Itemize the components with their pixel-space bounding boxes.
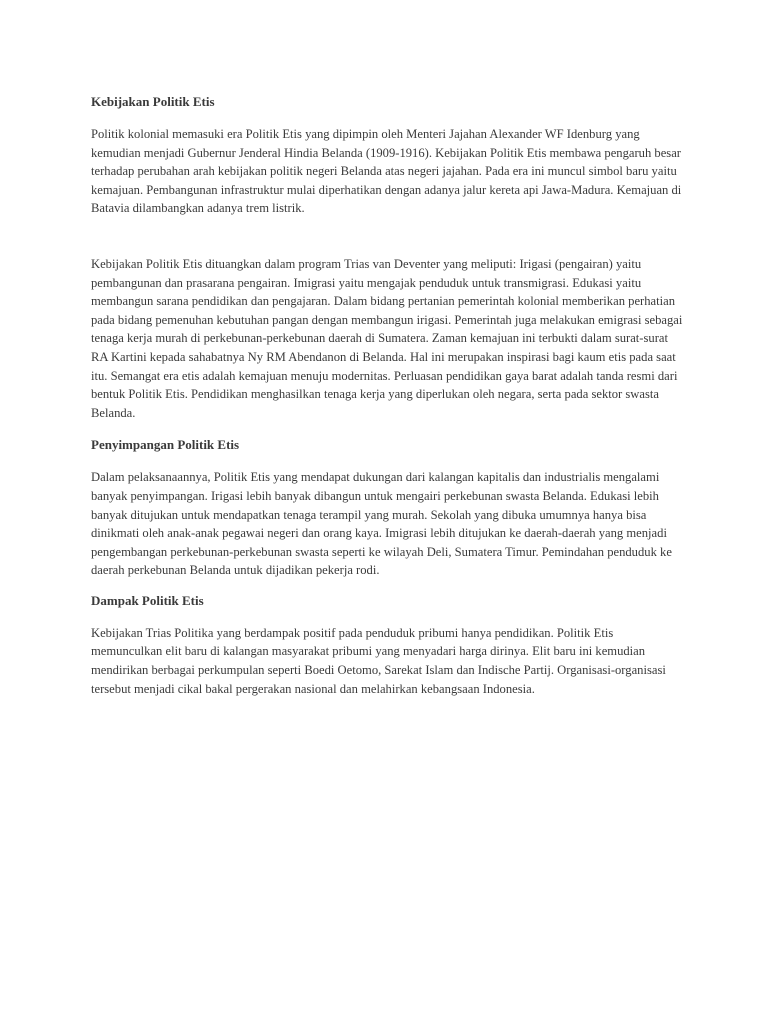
paragraph-dampak: Kebijakan Trias Politika yang berdampak positif pada penduduk pribumi hanya pendidikan. Politik Etis memunculkan elit baru di kalangan masyarakat pribumi yang menyadari harga dirinya. Elit baru ini kemudian mendirikan berbagai perkumpulan seperti Boedi Oetomo, Sarekat Islam dan Indische Partij. Organisasi-organisasi tersebut menjadi cikal bakal pergerakan nasional dan melahirkan kebangsaan Indonesia. — [91, 625, 666, 696]
section-heading-penyimpangan: Penyimpangan Politik Etis — [91, 437, 240, 453]
section-heading-dampak: Dampak Politik Etis — [91, 592, 204, 608]
paragraph-kebijakan-1: Politik kolonial memasuki era Politik Etis yang dipimpin oleh Menteri Jajahan Alexander WF Idenburg yang kemudian menjadi Gubernur Jenderal Hindia Belanda (1909-1916). Kebijakan Politik Etis membawa pengaruh besar terhadap perubahan arah kebijakan politik negeri Belanda atas negeri jajahan. Pada era ini muncul simbol baru yaitu kemajuan. Pembangunan infrastruktur mulai diperhatikan dengan adanya jalur kereta api Jawa-Madura. Kemajuan di Batavia dilambangkan adanya trem listrik. — [91, 127, 682, 216]
section-heading-kebijakan: Kebijakan Politik Etis — [91, 94, 215, 109]
paragraph-penyimpangan: Dalam pelaksanaannya, Politik Etis yang mendapat dukungan dari kalangan kapitalis dan industrialis mengalami banyak penyimpangan. Irigasi lebih banyak dibangun untuk mengairi perkebunan swasta Belanda. Edukasi lebih banyak ditujukan untuk mendapatkan tenaga terampil yang murah. Sekolah yang dibuka umumnya hanya bisa dinikmati oleh anak-anak pegawai negeri dan orang kaya. Imigrasi lebih ditujukan ke daerah-daerah yang menjadi pengembangan perkebunan-perkebunan swasta seperti ke wilayah Deli, Sumatera Timur. Pemindahan penduduk ke daerah perkebunan Belanda untuk dijadikan pekerja rodi. — [91, 470, 672, 578]
document-body — [91, 93, 686, 698]
paragraph-kebijakan-2: Kebijakan Politik Etis dituangkan dalam program Trias van Deventer yang meliputi: Irigasi (pengairan) yaitu pembangunan dan prasarana pengairan. Imigrasi yaitu mengajak penduduk untuk transmigrasi. Edukasi yaitu membangun sarana pendidikan dan pengajaran. Dalam bidang pertanian pemerintah kolonial memberikan perhatian pada bidang pemenuhan kebutuhan pangan dengan membangun irigasi. Pemerintah juga melakukan emigrasi sebagai tenaga kerja murah di perkebunan-perkebunan daerah di Sumatera. Zaman kemajuan ini terbukti dalam surat-surat RA Kartini kepada sahabatnya Ny RM Abendanon di Belanda. Hal ini merupakan inspirasi bagi kaum etis pada saat itu. Semangat era etis adalah kemajuan menuju modernitas. Perluasan pendidikan gaya barat adalah tanda resmi dari bentuk Politik Etis. Pendidikan menghasilkan tenaga kerja yang diperlukan oleh negara, serta pada sektor swasta Belanda. — [91, 256, 683, 420]
